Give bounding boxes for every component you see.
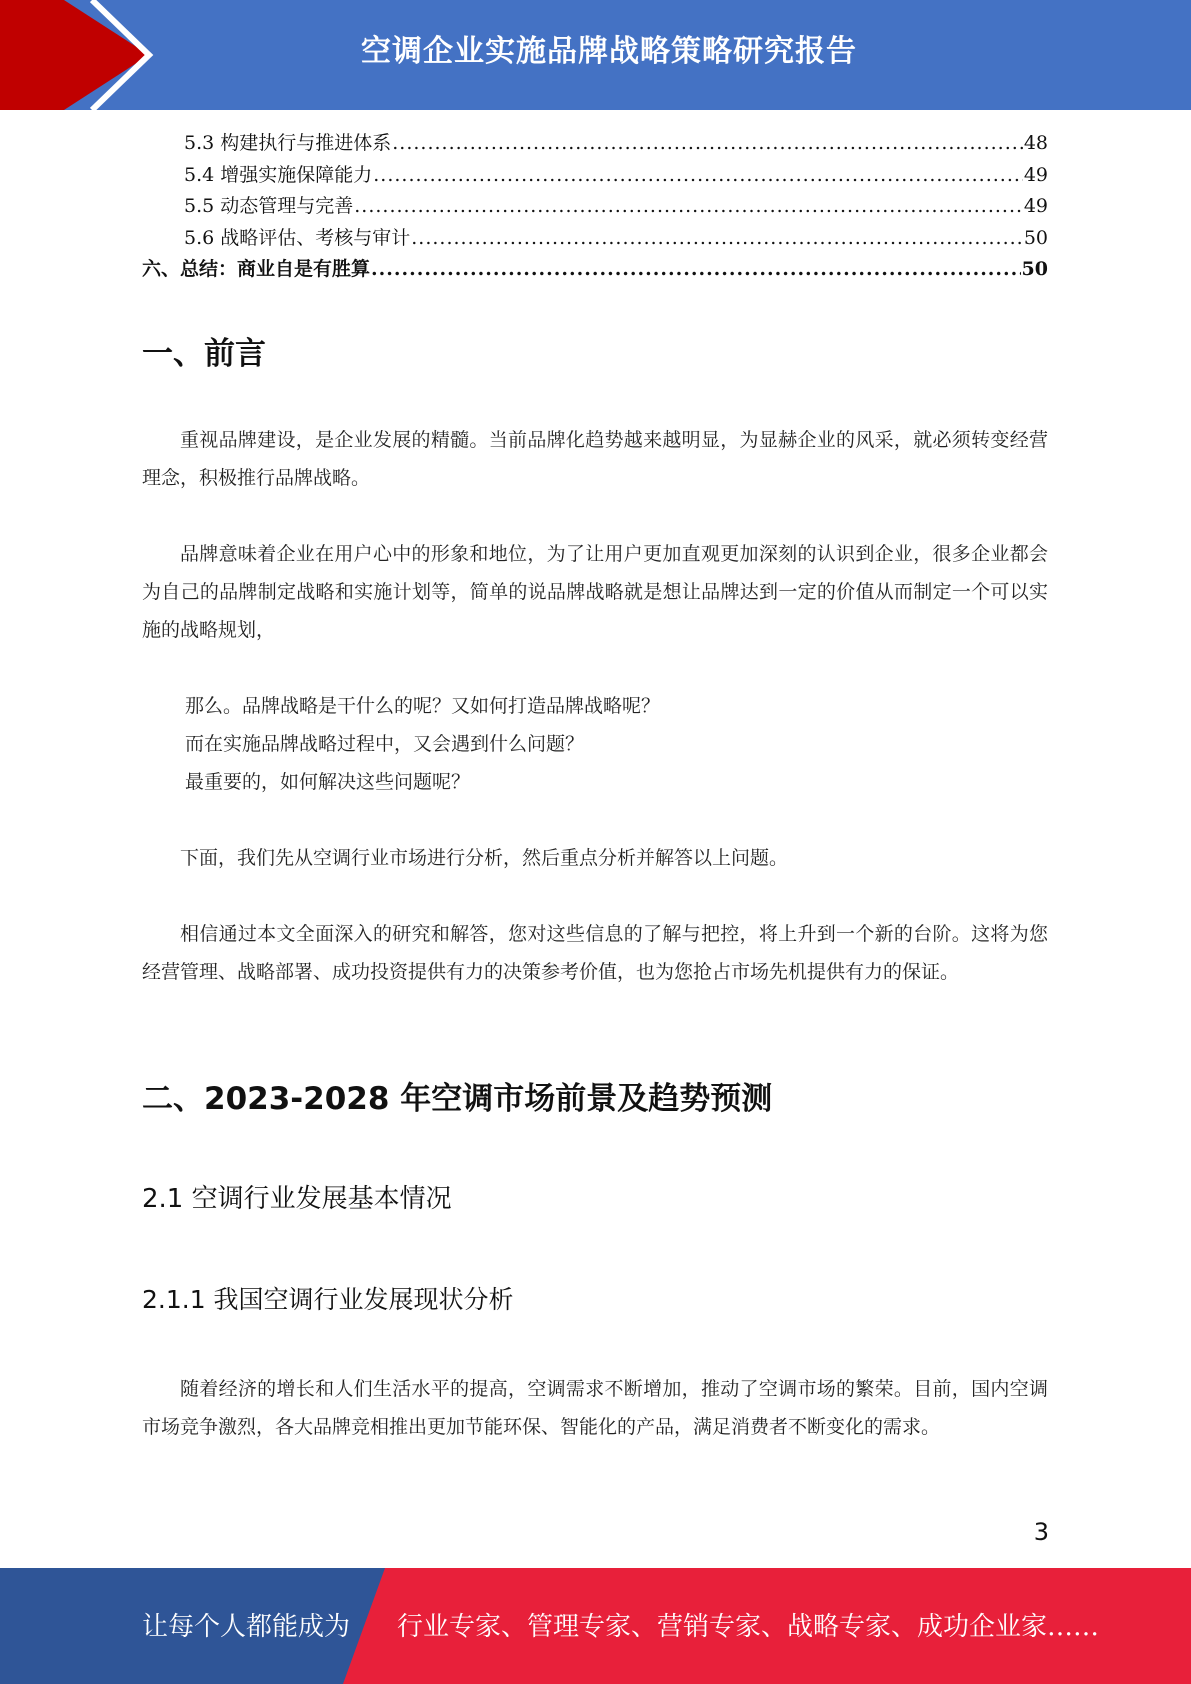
toc-entry[interactable] (142, 254, 1048, 286)
paragraph: 下面，我们先从空调行业市场进行分析，然后重点分析并解答以上问题。 (180, 847, 789, 869)
toc-entry-page: 49 (1023, 163, 1048, 186)
toc-entry-page: 49 (1023, 195, 1048, 217)
question-line: 而在实施品牌战略过程中，又会遇到什么问题？ (185, 733, 585, 755)
toc-entry-page: 48 (1023, 132, 1048, 154)
toc-entry-label: 六、总结：商业自是有胜算 (142, 258, 371, 280)
toc-dot-leader (354, 195, 1023, 217)
toc-entry[interactable] (142, 191, 1048, 223)
paragraph: 相信通过本文全面深入的研究和解答，您对这些信息的了解与把控，将上升到一个新的台阶。这将为您经营管理、战略部署、成功投资提供有力的决策参考价值，也为您抢占市场先机提供有力的保证。 (142, 923, 1048, 983)
question-line: 那么。品牌战略是干什么的呢？又如何打造品牌战略呢？ (185, 695, 661, 717)
toc-dot-leader (392, 132, 1023, 154)
footer-slogan-right: 行业专家、管理专家、营销专家、战略专家、成功企业家…… (397, 1612, 1100, 1642)
footer-slogan-left: 让每个人都能成为 (142, 1612, 351, 1642)
page-number: 3 (1033, 1518, 1049, 1546)
page-footer (0, 1568, 1191, 1684)
subsubsection-heading: 2.1.1 我国空调行业发展现状分析 (142, 1285, 514, 1314)
table-of-contents (142, 128, 1048, 286)
toc-entry[interactable] (142, 223, 1048, 255)
toc-dot-leader (373, 164, 1023, 186)
subsection-heading: 2.1 空调行业发展基本情况 (142, 1184, 452, 1214)
header-title: 空调企业实施品牌战略策略研究报告 (361, 34, 857, 69)
paragraph: 品牌意味着企业在用户心中的形象和地位，为了让用户更加直观更加深刻的认识到企业，很多企业都会为自己的品牌制定战略和实施计划等，简单的说品牌战略就是想让品牌达到一定的价值从而制定一个可以实施的战略规划， (142, 543, 1048, 641)
toc-entry-label: 5.6 战略评估、考核与审计 (184, 226, 411, 249)
question-line: 最重要的，如何解决这些问题呢？ (185, 771, 471, 793)
toc-dot-leader (371, 258, 1021, 280)
toc-entry-label: 5.5 动态管理与完善 (184, 195, 354, 217)
toc-dot-leader (411, 227, 1023, 249)
paragraph: 重视品牌建设，是企业发展的精髓。当前品牌化趋势越来越明显，为显赫企业的风采，就必须转变经营理念，积极推行品牌战略。 (142, 429, 1048, 489)
toc-entry-page: 50 (1023, 226, 1048, 249)
section-heading-preface: 一、前言 (142, 336, 266, 372)
toc-entry-label: 5.4 增强实施保障能力 (184, 163, 373, 186)
toc-entry[interactable] (142, 160, 1048, 192)
toc-entry-label: 5.3 构建执行与推进体系 (184, 132, 392, 154)
toc-entry-page: 50 (1021, 258, 1048, 280)
toc-entry[interactable] (142, 128, 1048, 160)
page-header (0, 0, 1191, 110)
section-heading-market-forecast: 二、2023-2028 年空调市场前景及趋势预测 (142, 1081, 773, 1117)
paragraph: 随着经济的增长和人们生活水平的提高，空调需求不断增加，推动了空调市场的繁荣。目前，国内空调市场竞争激烈，各大品牌竞相推出更加节能环保、智能化的产品，满足消费者不断变化的需求。 (142, 1378, 1048, 1438)
